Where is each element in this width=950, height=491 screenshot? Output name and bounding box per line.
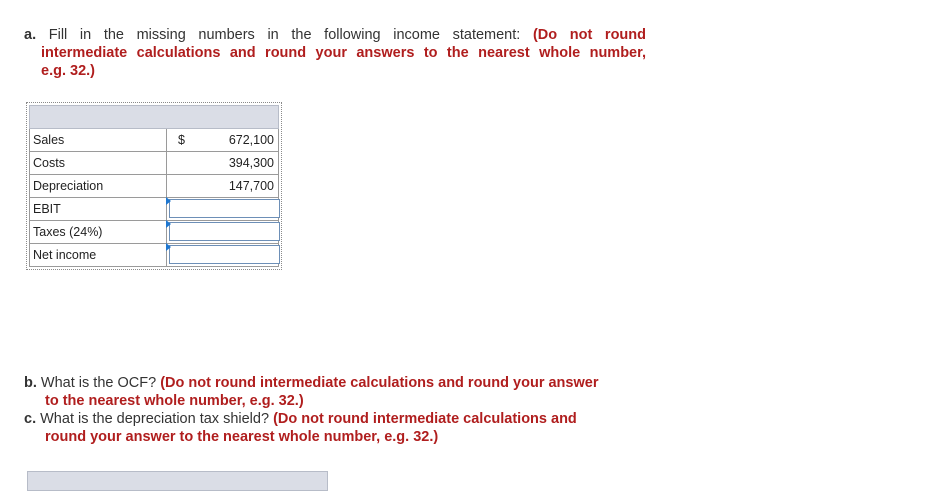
table-row-costs [29,152,279,175]
table-row-taxes [29,221,279,244]
question-c-label: c. [24,411,37,427]
row-value: 147,700 [228,179,274,193]
question-b-label: b. [24,375,37,391]
question-b-note-end: to the nearest whole number, e.g. 32.) [45,393,304,409]
row-label: Costs [29,152,166,175]
table-row-ebit [29,198,279,221]
question-c [24,410,634,446]
question-c-note-start: (Do not round intermediate calculations and [273,411,577,427]
row-value-cell [166,175,279,198]
question-a-note-start: (Do not round [532,27,646,43]
question-b-note-start: (Do not round intermediate calculations and round your answer [160,375,599,391]
income-statement-table [26,102,282,270]
row-label: Sales [29,129,166,152]
question-a [24,26,646,80]
row-label: Net income [29,244,166,267]
table-header [29,105,279,129]
question-c-note-end: round your answer to the nearest whole number, e.g. 32.) [45,429,439,445]
row-value: 394,300 [228,156,274,170]
input-marker-icon [166,243,171,251]
question-a-note-end: e.g. 32.) [41,63,95,79]
input-marker-icon [166,220,171,228]
row-label: Taxes (24%) [29,221,166,244]
row-value: 672,100 [228,133,274,147]
row-value-cell [166,244,279,267]
answer-table-header [27,471,328,491]
question-b-text: What is the OCF? [40,375,157,391]
table-row-depreciation [29,175,279,198]
question-b [24,374,634,410]
row-label: EBIT [29,198,166,221]
question-a-text: Fill in the missing numbers in the following income statement: [48,27,521,43]
question-c-text: What is the depreciation tax shield? [40,411,270,427]
row-label: Depreciation [29,175,166,198]
currency-symbol: $ [178,133,185,147]
row-value-cell [166,198,279,221]
question-a-label: a. [24,27,37,43]
net-income-input[interactable] [169,245,280,264]
table-row-net-income [29,244,279,267]
row-value-cell [166,221,279,244]
row-value-cell [166,152,279,175]
ebit-input[interactable] [169,199,280,218]
table-row-sales [29,129,279,152]
row-value-cell [166,129,279,152]
input-marker-icon [166,197,171,205]
question-a-note-middle: intermediate calculations and round your answers to the nearest whole number, [41,45,646,61]
taxes-input[interactable] [169,222,280,241]
